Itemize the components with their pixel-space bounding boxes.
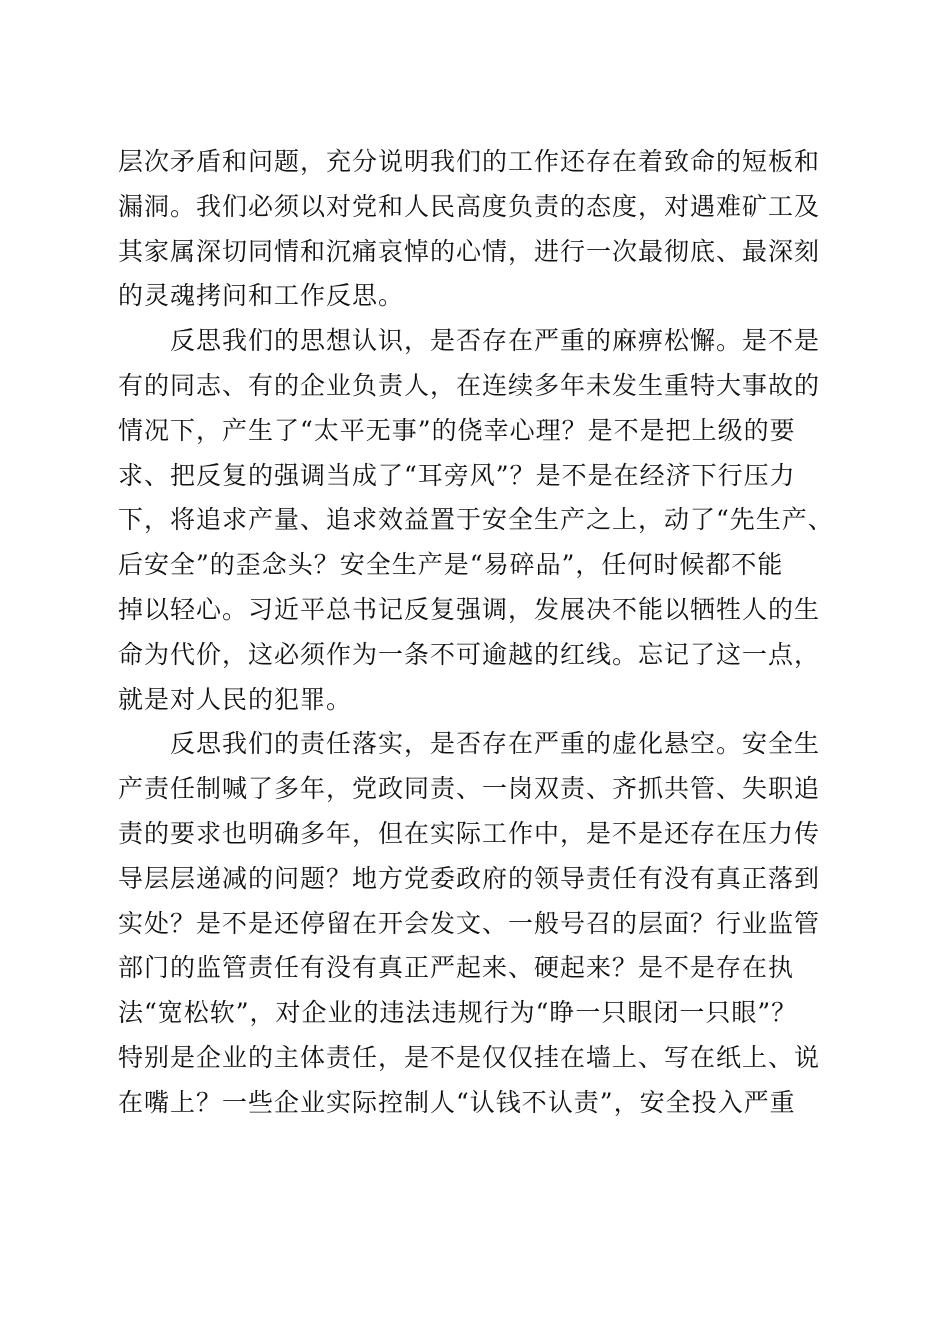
text-line: 掉以轻心。习近平总书记反复强调，发展决不能以牺牲人的生 [118,594,821,624]
text-line: 情况下，产生了“太平无事”的侥幸心理？是不是把上级的要 [118,415,796,445]
text-line: 求、把反复的强调当成了“耳旁风”？是不是在经济下行压力 [118,460,796,490]
text-line: 产责任制喊了多年，党政同责、一岗双责、齐抓共管、失职追 [118,774,821,804]
text-line: 实处？是不是还停留在开会发文、一般号召的层面？行业监管 [118,908,821,938]
text-line: 下，将追求产量、追求效益置于安全生产之上，动了“先生产、 [118,505,834,535]
text-line: 命为代价，这必须作为一条不可逾越的红线。忘记了这一点， [118,639,821,669]
text-line: 其家属深切同情和沉痛哀悼的心情，进行一次最彻底、最深刻 [118,236,821,266]
text-line: 法“宽松软”，对企业的违法违规行为“睁一只眼闭一只眼”？ [118,998,798,1028]
text-line: 导层层递减的问题？地方党委政府的领导责任有没有真正落到 [118,863,821,893]
body-text [118,140,838,1126]
text-line: 层次矛盾和问题，充分说明我们的工作还存在着致命的短板和 [118,147,821,176]
text-line: 就是对人民的犯罪。 [118,684,353,714]
text-line: 部门的监管责任有没有真正严起来、硬起来？是不是存在执 [118,953,795,983]
text-line: 有的同志、有的企业负责人，在连续多年未发生重特大事故的 [118,370,821,400]
text-line: 特别是企业的主体责任，是不是仅仅挂在墙上、写在纸上、说 [118,1042,821,1072]
text-line: 后安全”的歪念头？安全生产是“易碎品”，任何时候都不能 [118,550,784,580]
text-line: 责的要求也明确多年，但在实际工作中，是不是还存在压力传 [118,818,821,848]
paragraph-first-line: 反思我们的责任落实，是否存在严重的虚化悬空。安全生 [170,729,821,759]
text-line: 漏洞。我们必须以对党和人民高度负责的态度，对遇难矿工及 [118,191,821,221]
text-line: 的灵魂拷问和工作反思。 [118,281,405,311]
paragraph-first-line: 反思我们的思想认识，是否存在严重的麻痹松懈。是不是 [170,326,821,356]
text-line: 在嘴上？一些企业实际控制人“认钱不认责”，安全投入严重 [118,1087,796,1117]
